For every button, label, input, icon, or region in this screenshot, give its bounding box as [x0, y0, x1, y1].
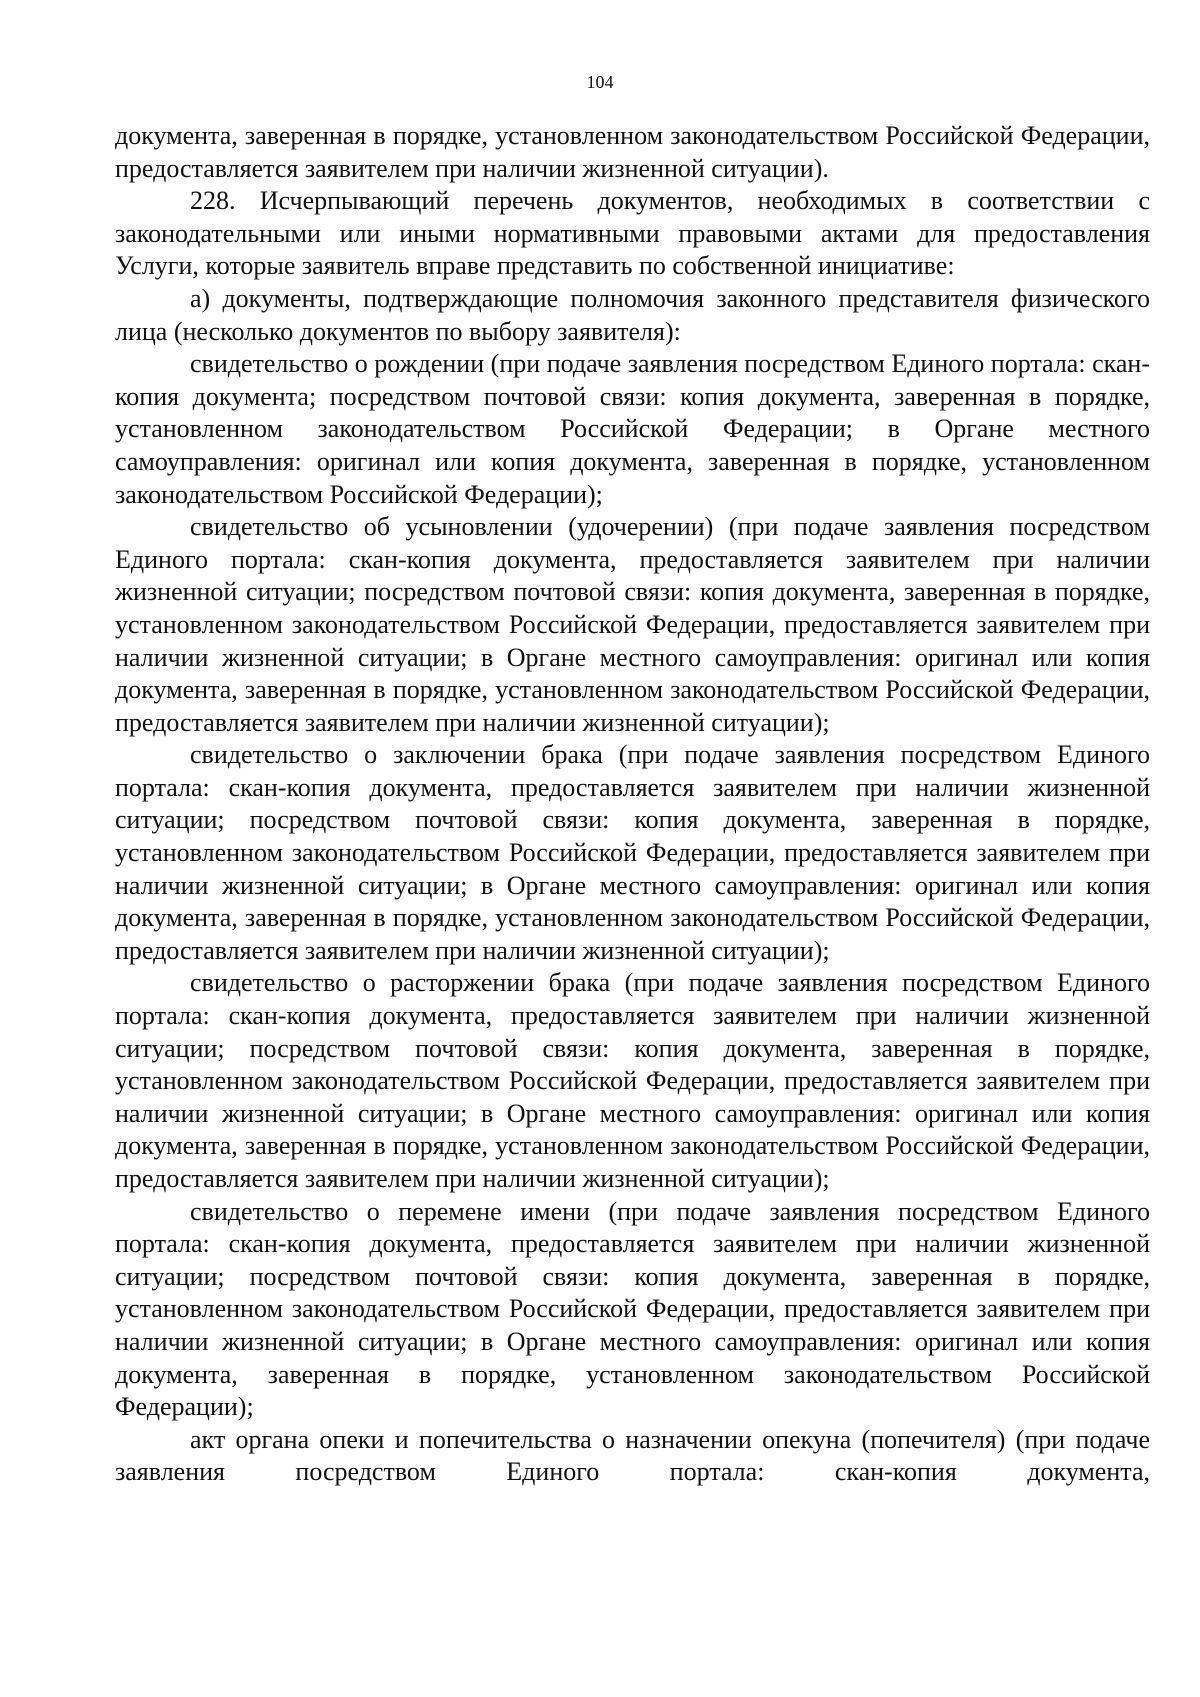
- paragraph-228: 228. Исчерпывающий перечень документов, необходимых в соответствии с законодательными или иными нормативными правовыми актами для предоставления Услуги, которые заявитель вправе представить по собственной инициативе:: [115, 186, 1150, 281]
- paragraph-name-change-certificate: свидетельство о перемене имени (при подаче заявления посредством Единого портала: скан-копия документа, предоставляется заявителем при наличии жизненной ситуации; посредством почтовой связи: копия документа, заверенная в порядке, установленном законодательством Российской Федерации, предоставляется заявителем при наличии жизненной ситуации; в Органе местного самоуправления: оригинал или копия документа, заверенная в порядке, установленном законодательством Российской Федерации);: [115, 1196, 1150, 1422]
- paragraph-marriage-certificate: свидетельство о заключении брака (при подаче заявления посредством Единого портала: скан-копия документа, предоставляется заявителем при наличии жизненной ситуации; посредством почтовой связи: копия документа, заверенная в порядке, установленном законодательством Российской Федерации, предоставляется заявителем при наличии жизненной ситуации; в Органе местного самоуправления: оригинал или копия документа, заверенная в порядке, установленном законодательством Российской Федерации, предоставляется заявителем при наличии жизненной ситуации);: [115, 740, 1150, 965]
- paragraph-item-a: а) документы, подтверждающие полномочия законного представителя физического лица (несколько документов по выбору заявителя):: [115, 283, 1150, 346]
- paragraph-birth-certificate: свидетельство о рождении (при подаче заявления посредством Единого портала: скан-копия документа; посредством почтовой связи: копия документа, заверенная в порядке, установленном законодательством Российской Федерации; в Органе местного самоуправления: оригинал или копия документа, заверенная в порядке, установленном законодательством Российской Федерации);: [115, 349, 1150, 509]
- paragraph-guardianship-act: акт органа опеки и попечительства о назначении опекуна (попечителя) (при подаче заявления посредством Единого портала: скан-копия документа,: [115, 1424, 1150, 1487]
- paragraph-divorce-certificate: свидетельство о расторжении брака (при подаче заявления посредством Единого портала: скан-копия документа, предоставляется заявителем при наличии жизненной ситуации; посредством почтовой связи: копия документа, заверенная в порядке, установленном законодательством Российской Федерации, предоставляется заявителем при наличии жизненной ситуации; в Органе местного самоуправления: оригинал или копия документа, заверенная в порядке, установленном законодательством Российской Федерации, предоставляется заявителем при наличии жизненной ситуации);: [115, 968, 1150, 1193]
- paragraph-continuation: документа, заверенная в порядке, установленном законодательством Российской Федерации, предоставляется заявителем при наличии жизненной ситуации).: [115, 121, 1150, 183]
- page-number: 104: [586, 72, 614, 92]
- paragraph-adoption-certificate: свидетельство об усыновлении (удочерении) (при подаче заявления посредством Единого портала: скан-копия документа, предоставляется заявителем при наличии жизненной ситуации; посредством почтовой связи: копия документа, заверенная в порядке, установленном законодательством Российской Федерации, предоставляется заявителем при наличии жизненной ситуации; в Органе местного самоуправления: оригинал или копия документа, заверенная в порядке, установленном законодательством Российской Федерации, предоставляется заявителем при наличии жизненной ситуации);: [115, 512, 1150, 737]
- document-body: [115, 120, 1150, 1489]
